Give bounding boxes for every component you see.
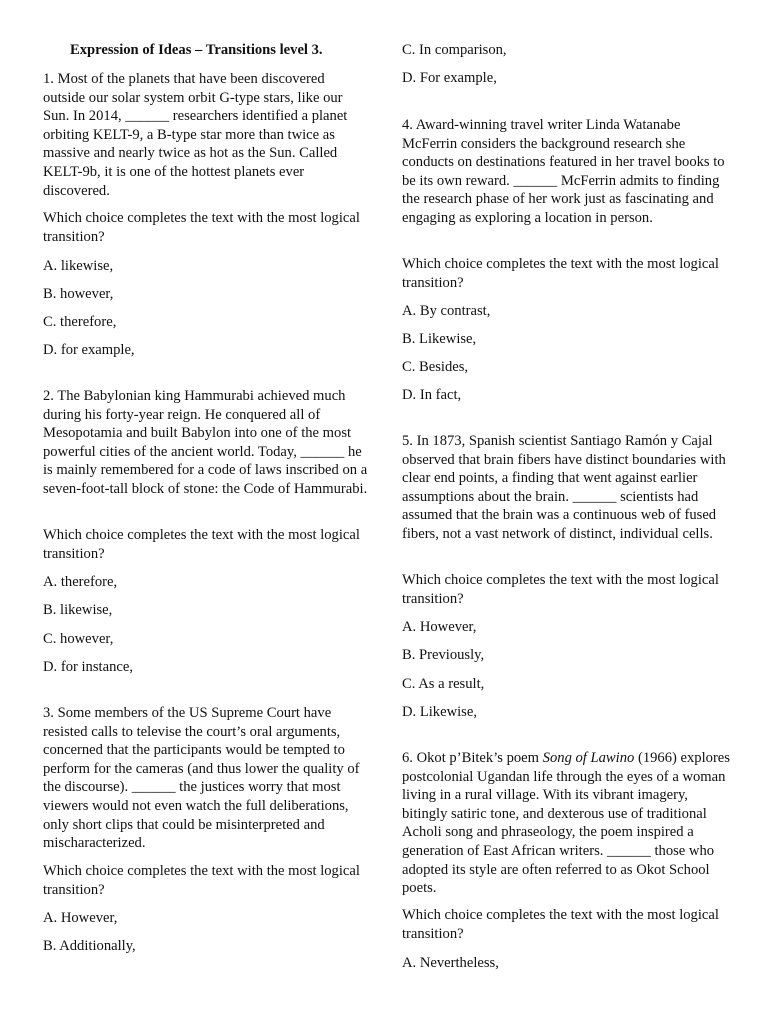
question-4-choice-a: A. By contrast, (402, 303, 491, 319)
question-3-choice-c: C. In comparison, (402, 42, 507, 58)
page-title: Expression of Ideas – Transitions level 3. (70, 42, 323, 58)
question-3-choice-a: A. However, (43, 910, 118, 926)
question-1-passage: 1. Most of the planets that have been discovered outside our solar system orbit G-type stars, like our Sun. In 2014, ______ researchers identified a planet orbiting KELT-9, a B-type star more than twice as massive and nearly twice as hot as the Sun. Called KELT-9b, it is one of the hottest planets ever discovered. (43, 71, 348, 199)
question-5-passage: 5. In 1873, Spanish scientist Santiago Ramón y Cajal observed that brain fibers have distinct boundaries with clear end points, a finding that went against earlier assumptions about the brain. ______ scientists had assumed that the brain was a continuous web of fused fibers, not a vast network of distinct, individual cells. (402, 433, 726, 542)
question-2-choice-c: C. however, (43, 631, 114, 647)
question-3-choice-d: D. For example, (402, 70, 497, 86)
question-4-prompt: Which choice completes the text with the most logical transition? (402, 256, 719, 291)
question-6-passage (402, 749, 732, 898)
question-6-prompt: Which choice completes the text with the most logical transition? (402, 907, 719, 942)
question-1-choice-c: C. therefore, (43, 314, 117, 330)
question-5-choice-a: A. However, (402, 619, 477, 635)
question-1-prompt: Which choice completes the text with the most logical transition? (43, 210, 360, 245)
question-2-choice-d: D. for instance, (43, 659, 133, 675)
question-5-choice-c: C. As a result, (402, 676, 485, 692)
question-2-passage: 2. The Babylonian king Hammurabi achieved much during his forty-year reign. He conquered all of Mesopotamia and built Babylon into one of the most powerful cities of the ancient world. Today, ______ he is mainly remembered for a code of laws inscribed on a seven-foot-tall block of stone: the Code of Hammurabi. (43, 388, 368, 497)
question-4-choice-d: D. In fact, (402, 387, 462, 403)
question-4-choice-b: B. Likewise, (402, 331, 477, 347)
question-3-prompt: Which choice completes the text with the most logical transition? (43, 863, 360, 898)
question-4-choice-c: C. Besides, (402, 359, 469, 375)
question-3-passage: 3. Some members of the US Supreme Court have resisted calls to televise the court’s oral arguments, concerned that the participants would be tempted to perform for the cameras (and thus lower the quality of the discourse). ______ the justices worry that most viewers would not even watch the full deliberations, only short clips that could be misinterpreted and mischaracterized. (43, 705, 360, 852)
question-6-poem-title: Song of Lawino (542, 750, 635, 766)
question-6-choice-a: A. Nevertheless, (402, 955, 499, 971)
question-2-choice-a: A. therefore, (43, 574, 118, 590)
question-5-prompt: Which choice completes the text with the most logical transition? (402, 572, 719, 607)
question-1-choice-a: A. likewise, (43, 258, 114, 274)
question-3-choice-b: B. Additionally, (43, 938, 136, 954)
question-5-choice-d: D. Likewise, (402, 704, 477, 720)
question-2-prompt: Which choice completes the text with the most logical transition? (43, 527, 360, 562)
question-5-choice-b: B. Previously, (402, 647, 485, 663)
question-6-passage-rest: (1966) explores postcolonial Ugandan life through the eyes of a woman living in a rural village. With its vibrant imagery, bitingly satiric tone, and dexterous use of traditional Acholi song and phraseology, the poem inspired a generation of East African writers. ______ those who adopted its style are often referred to as Okot School poets. (402, 750, 730, 897)
question-1-choice-d: D. for example, (43, 342, 135, 358)
question-4-passage: 4. Award-winning travel writer Linda Watanabe McFerrin considers the background research she conducts on destinations featured in her travel books to be its own reward. ______ McFerrin admits to finding the research phase of her work just as fascinating and engaging as exploring a location in person. (402, 117, 725, 226)
question-2-choice-b: B. likewise, (43, 602, 113, 618)
question-6-passage-start: 6. Okot p’Bitek’s poem (402, 750, 543, 766)
question-1-choice-b: B. however, (43, 286, 114, 302)
